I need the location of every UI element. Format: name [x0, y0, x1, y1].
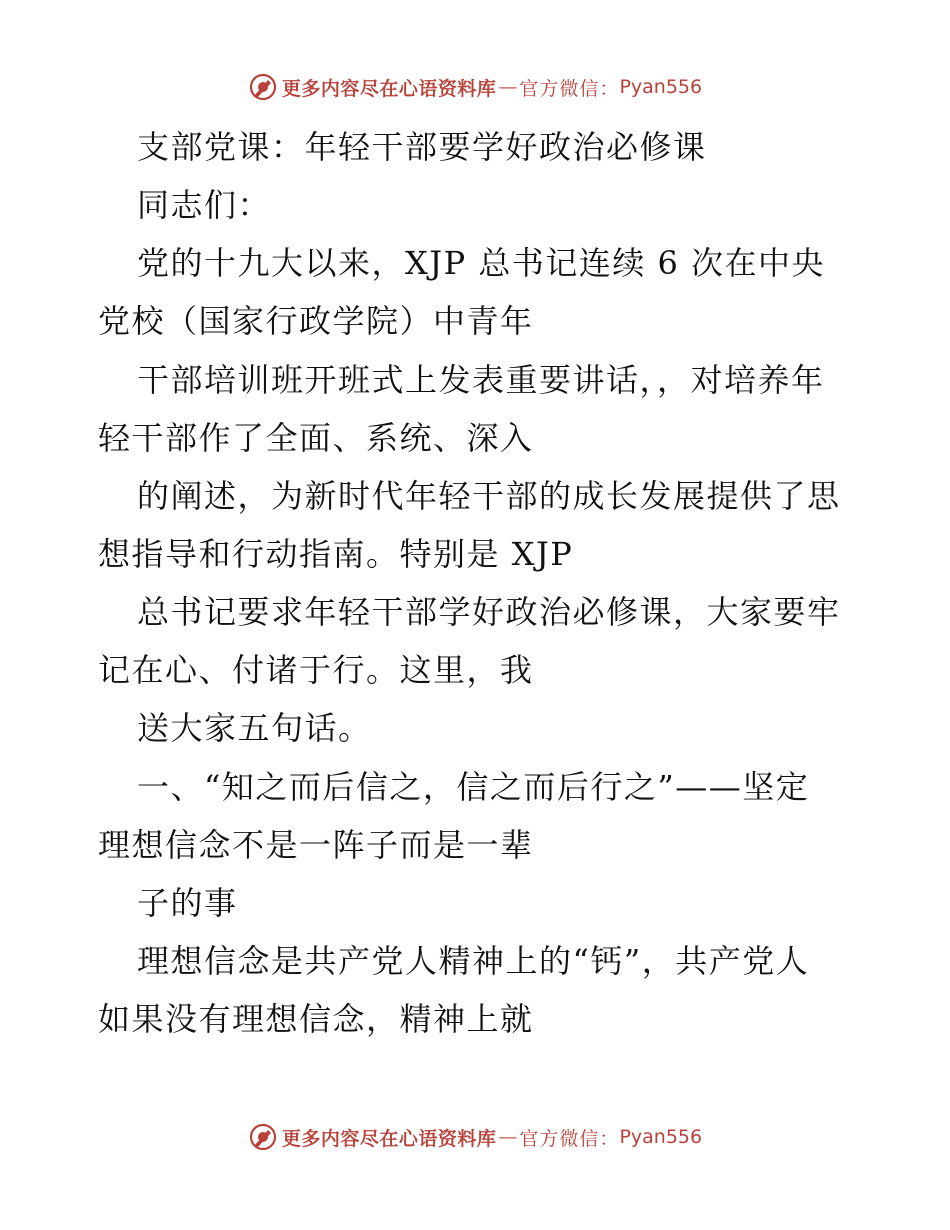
watermark-separator: — [498, 76, 518, 98]
text-line: 干部培训班开班式上发表重要讲话，，对培养年 [137, 361, 825, 399]
document-title: 支部党课：年轻干部要学好政治必修课 [137, 128, 707, 166]
text-line: 党的十九大以来，XJP 总书记连续 6 次在中央 [137, 244, 826, 282]
salutation: 同志们： [137, 186, 272, 224]
pen-circle-icon [248, 72, 278, 102]
watermark-label: 官方微信： [519, 77, 620, 100]
watermark-id: Pyan556 [619, 1126, 703, 1148]
header-watermark [0, 72, 950, 102]
watermark-brand: 更多内容尽在心语资料库 [281, 77, 497, 100]
watermark-label: 官方微信： [519, 1127, 620, 1150]
text-line: 送大家五句话。 [137, 709, 372, 747]
section-heading: 一、“知之而后信之，信之而后行之”——坚定 [137, 768, 810, 806]
watermark-brand: 更多内容尽在心语资料库 [281, 1127, 497, 1150]
watermark-separator: — [498, 1126, 518, 1148]
text-line: 记在心、付诸于行。这里，我 [98, 651, 534, 689]
section-heading: 理想信念不是一阵子而是一辈 [98, 826, 534, 864]
text-line: 总书记要求年轻干部学好政治必修课，大家要牢 [137, 593, 841, 631]
text-line: 轻干部作了全面、系统、深入 [98, 419, 534, 457]
footer-watermark [0, 1122, 950, 1152]
text-line: 想指导和行动指南。特别是 XJP [98, 535, 574, 573]
text-line: 党校（国家行政学院）中青年 [98, 302, 534, 340]
text-line: 的阐述，为新时代年轻干部的成长发展提供了思 [137, 477, 841, 515]
pen-circle-icon [248, 1122, 278, 1152]
watermark-id: Pyan556 [619, 76, 703, 98]
text-line: 理想信念是共产党人精神上的“钙”，共产党人 [137, 942, 810, 980]
section-heading: 子的事 [137, 884, 238, 922]
text-line: 如果没有理想信念，精神上就 [98, 1000, 534, 1038]
